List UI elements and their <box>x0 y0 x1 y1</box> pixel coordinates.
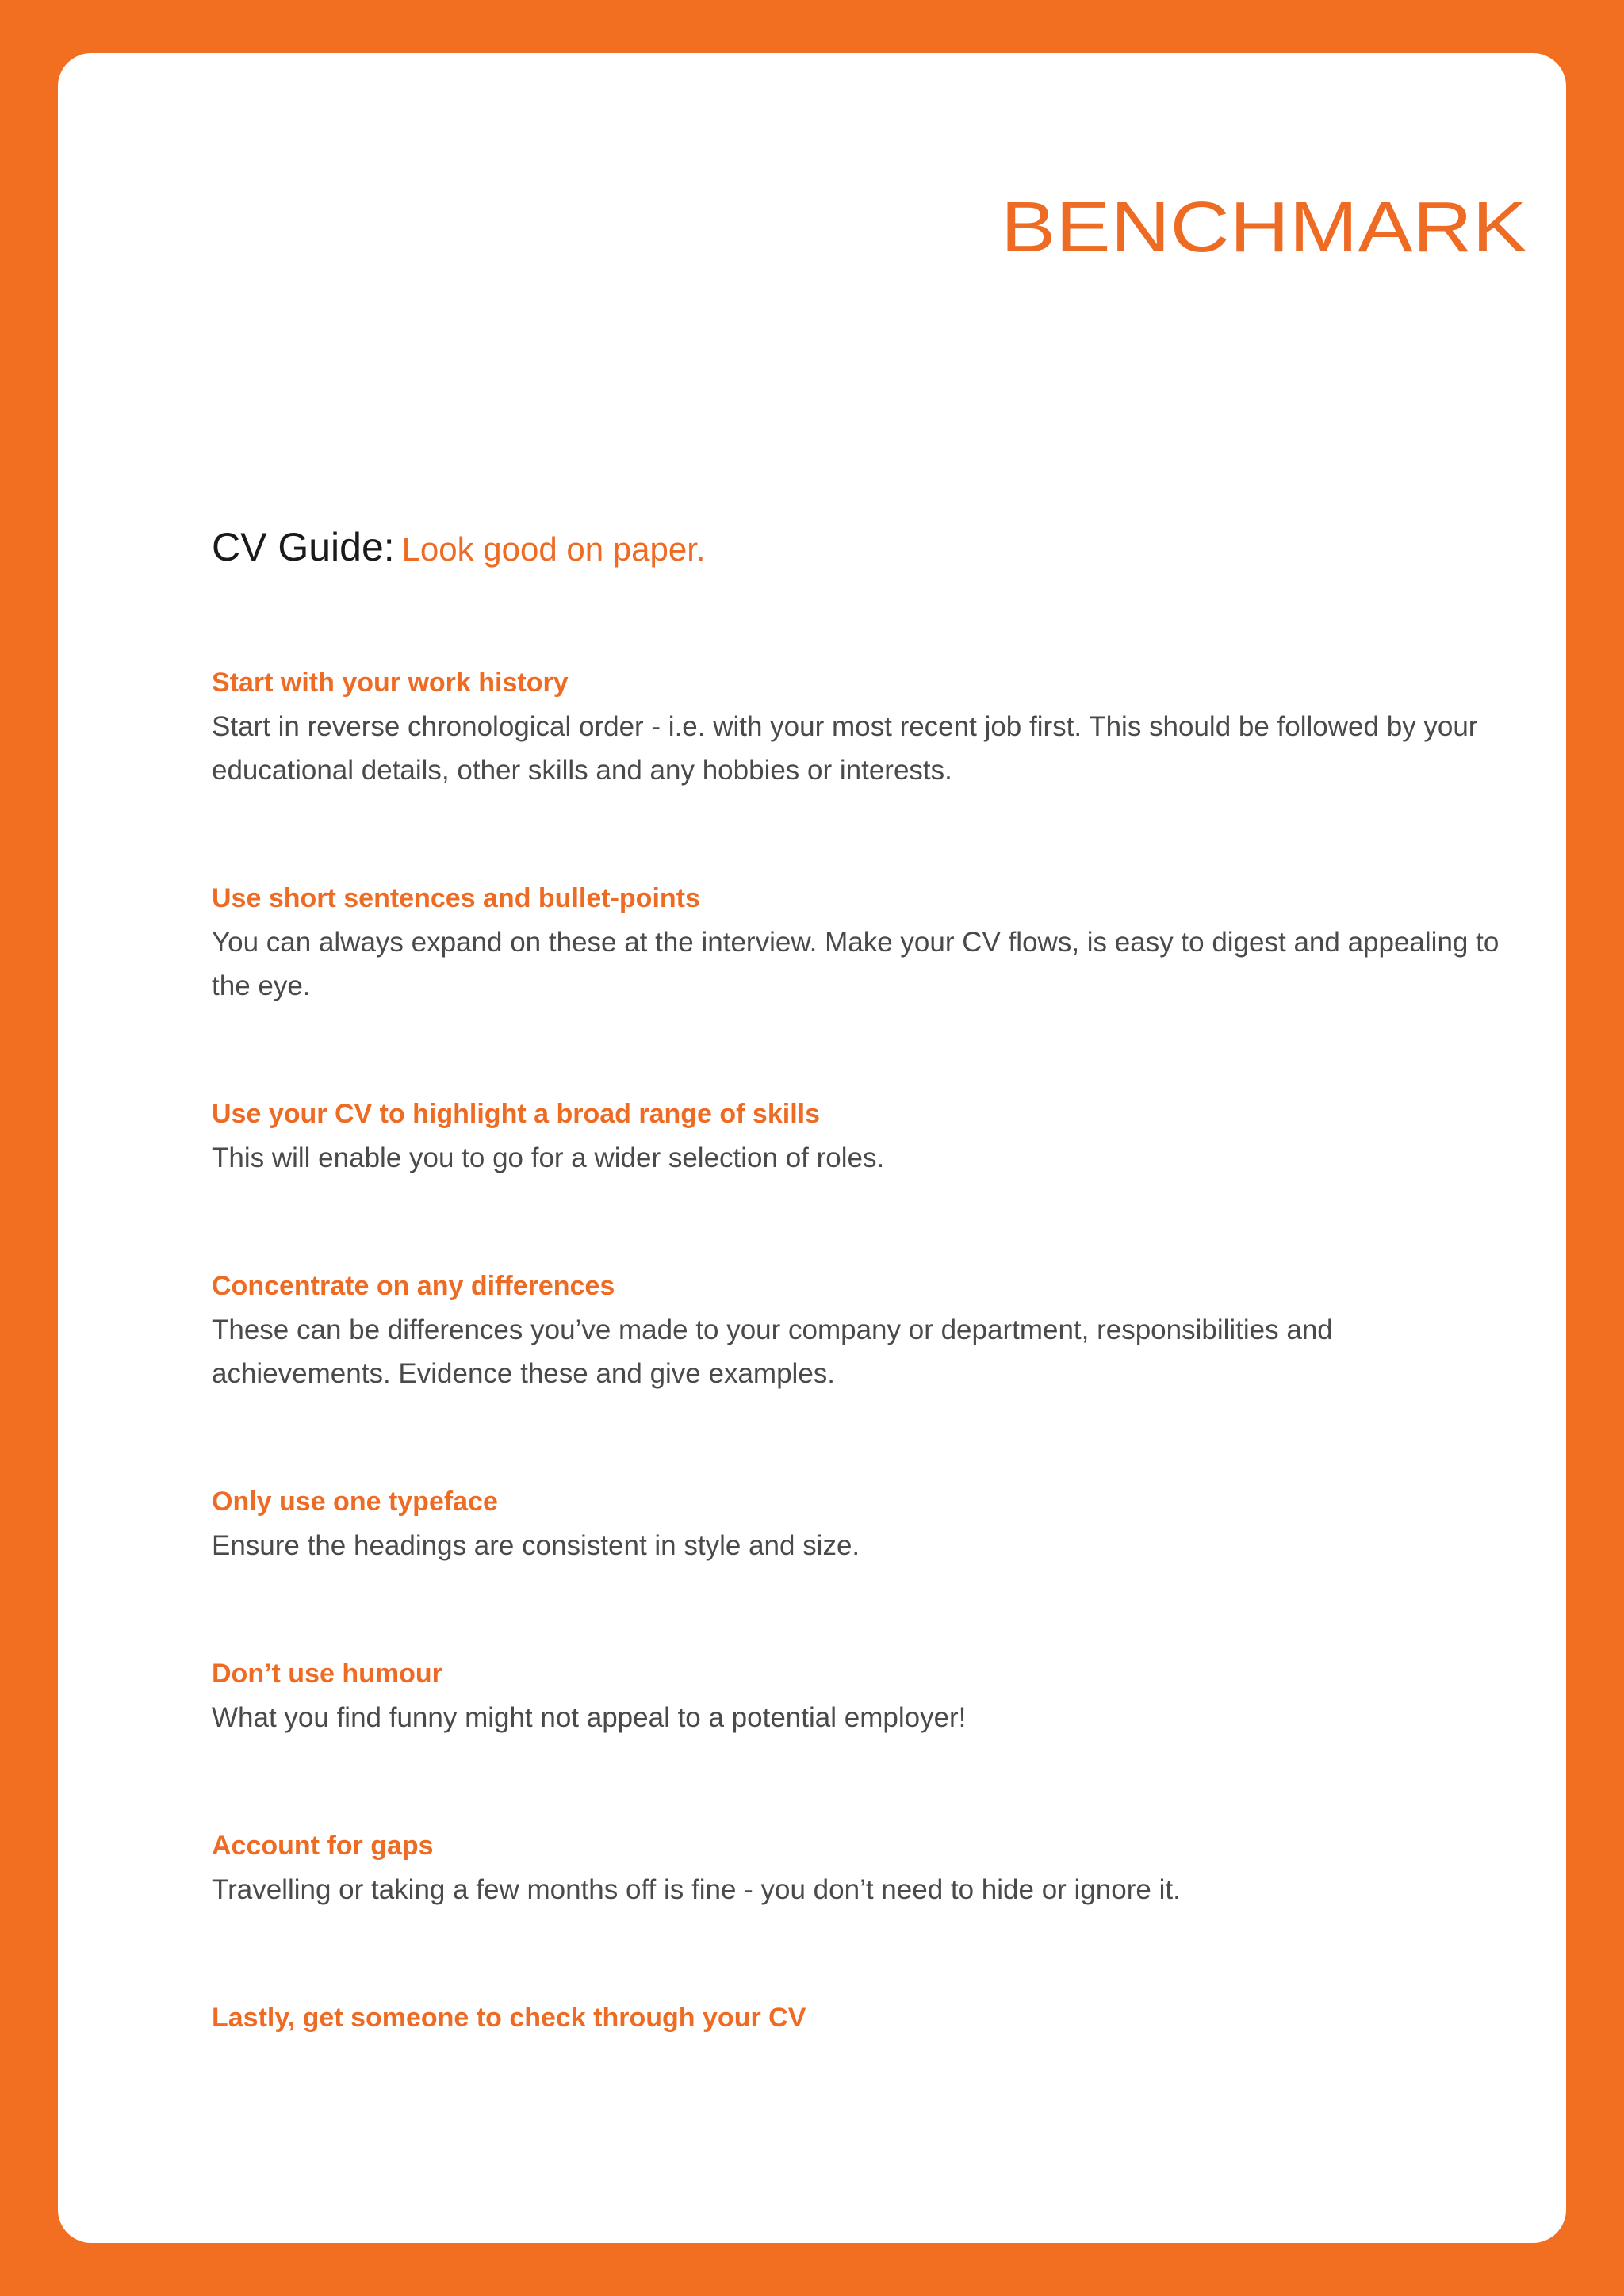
tip-body: Start in reverse chronological order - i.e. with your most recent job first. This should be followed by your educational details, other skills and any hobbies or interests. <box>212 711 1478 786</box>
tip-title: Use your CV to highlight a broad range of skills <box>212 1099 820 1129</box>
tip-body: You can always expand on these at the interview. Make your CV flows, is easy to digest and appealing to the eye. <box>212 927 1500 1001</box>
tip-body: Travelling or taking a few months off is fine - you don’t need to hide or ignore it. <box>212 1874 1181 1905</box>
document-page <box>58 53 1566 2243</box>
tip-title: Account for gaps <box>212 1831 434 1861</box>
tip-body: These can be differences you’ve made to your company or department, responsibilities and achievements. Evidence these and give examples. <box>212 1314 1333 1389</box>
tip-item <box>212 1267 1512 1395</box>
tip-title: Don’t use humour <box>212 1659 442 1689</box>
tip-title: Lastly, get someone to check through your CV <box>212 2003 806 2033</box>
tip-body: Ensure the headings are consistent in style and size. <box>212 1530 860 1561</box>
page-title <box>212 519 706 580</box>
tip-title: Concentrate on any differences <box>212 1271 615 1301</box>
tip-item <box>212 1827 1512 1911</box>
logo-text: BENCHMARK <box>1001 194 1527 266</box>
benchmark-logo <box>998 194 1530 266</box>
page-title-tagline: Look good on paper. <box>401 530 706 568</box>
tip-item <box>212 1655 1512 1739</box>
tip-title: Only use one typeface <box>212 1487 498 1517</box>
tip-item <box>212 1999 1512 2037</box>
tip-title: Use short sentences and bullet-points <box>212 883 700 913</box>
tip-item <box>212 1095 1512 1180</box>
tip-title: Start with your work history <box>212 668 569 698</box>
page-title-main: CV Guide: <box>212 525 395 569</box>
tip-item <box>212 879 1512 1008</box>
tip-body: This will enable you to go for a wider selection of roles. <box>212 1142 885 1173</box>
tip-item <box>212 664 1512 792</box>
tip-body: What you find funny might not appeal to a potential employer! <box>212 1702 967 1733</box>
tip-item <box>212 1483 1512 1567</box>
tips-list <box>212 664 1512 2124</box>
